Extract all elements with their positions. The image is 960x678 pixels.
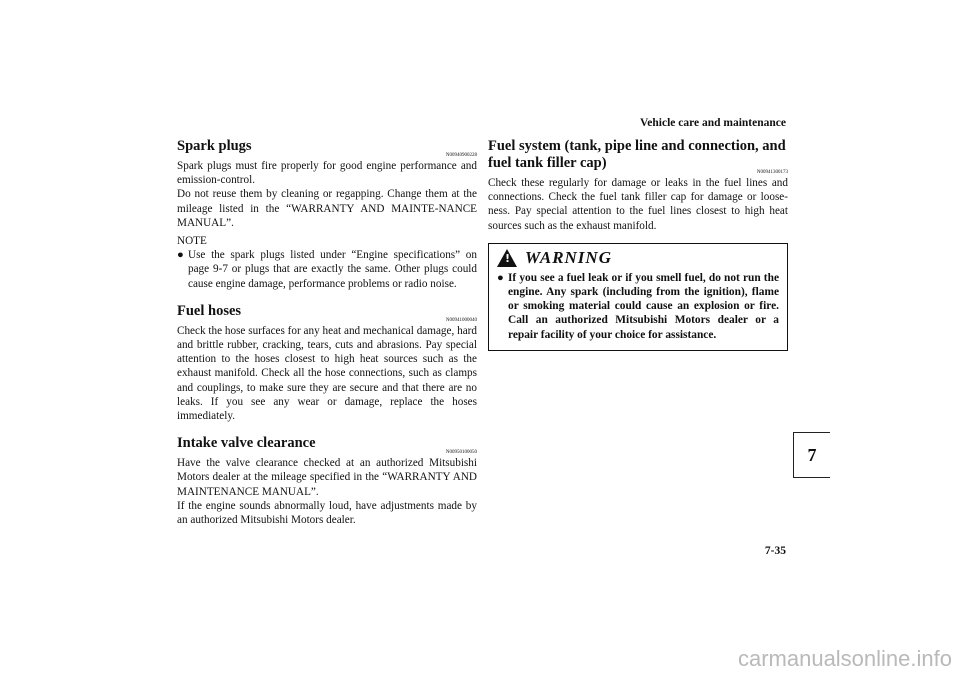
warning-triangle-icon <box>497 249 517 267</box>
section-code: N00950100050 <box>445 450 477 456</box>
left-column <box>177 138 477 527</box>
section-heading-spark-plugs: Spark plugs <box>177 138 252 154</box>
right-column <box>488 138 788 351</box>
warning-header <box>497 249 779 267</box>
section-code: N00940900228 <box>445 153 477 158</box>
running-header: Vehicle care and maintenance <box>640 117 786 129</box>
note-title: NOTE <box>177 235 207 248</box>
paragraph: If the engine sounds abnormally loud, have adjustments made by an authorized Mitsubishi Motors dealer. <box>177 499 477 527</box>
bullet-icon: ● <box>177 249 184 262</box>
paragraph: Check these regularly for damage or leaks in the fuel lines and connections. Check the fuel tank filler cap for damage or loose-ness. Pay special attention to the fuel lines closest to high heat sources such as the exhaust manifold. <box>488 177 788 232</box>
note-text: Use the spark plugs listed under “Engine specifications” on page 9-7 or plugs that are exactly the same. Other plugs could cause engine damage, performance problems or radio noise. <box>188 249 477 290</box>
section-code: N00941000040 <box>445 317 477 323</box>
section-code: N00941300173 <box>756 170 788 175</box>
section-heading-fuel-hoses: Fuel hoses <box>177 302 242 319</box>
warning-label: WARNING <box>525 247 612 267</box>
warning-symbol: ! <box>505 251 511 265</box>
warning-box <box>488 243 788 351</box>
warning-bullet <box>497 271 779 342</box>
paragraph: Spark plugs must fire properly for good engine performance and emission-control. <box>177 160 477 187</box>
paragraph: Check the hose surfaces for any heat and mechanical damage, hard and brittle rubber, cracking, tears, cuts and abrasions. Pay special attention to the hoses closest to high heat sources such as the exhaust manifold. Check all the hose connections, such as clamps and couplings, to make sure they are secure and that there are no leaks. If you see any wear or damage, replace the hoses immediately. <box>177 324 477 423</box>
paragraph: Do not reuse them by cleaning or regapping. Change them at the mileage listed in the “WARRANTY AND MAINTE-NANCE MANUAL”. <box>177 188 477 229</box>
note-bullet <box>177 248 477 291</box>
page-number: 7-35 <box>764 545 786 557</box>
section-heading-fuel-system: Fuel system (tank, pipe line and connection, and fuel tank filler cap) <box>488 138 786 171</box>
paragraph: Have the valve clearance checked at an authorized Mitsubishi Motors dealer at the mileage specified in the “WARRANTY AND MAINTENANCE MANUAL”. <box>177 457 477 498</box>
watermark: carmanualsonline.info <box>737 646 952 671</box>
bullet-icon: ● <box>497 271 504 284</box>
warning-text: If you see a fuel leak or if you smell fuel, do not run the engine. Any spark (including from the ignition), flame or smoking material could cause an explosion or fire. Call an authorized Mitsubishi Motors dealer or a repair facility of your choice for assistance. <box>508 271 779 341</box>
section-heading-intake-valve: Intake valve clearance <box>177 435 316 452</box>
chapter-tab: 7 <box>793 432 830 478</box>
